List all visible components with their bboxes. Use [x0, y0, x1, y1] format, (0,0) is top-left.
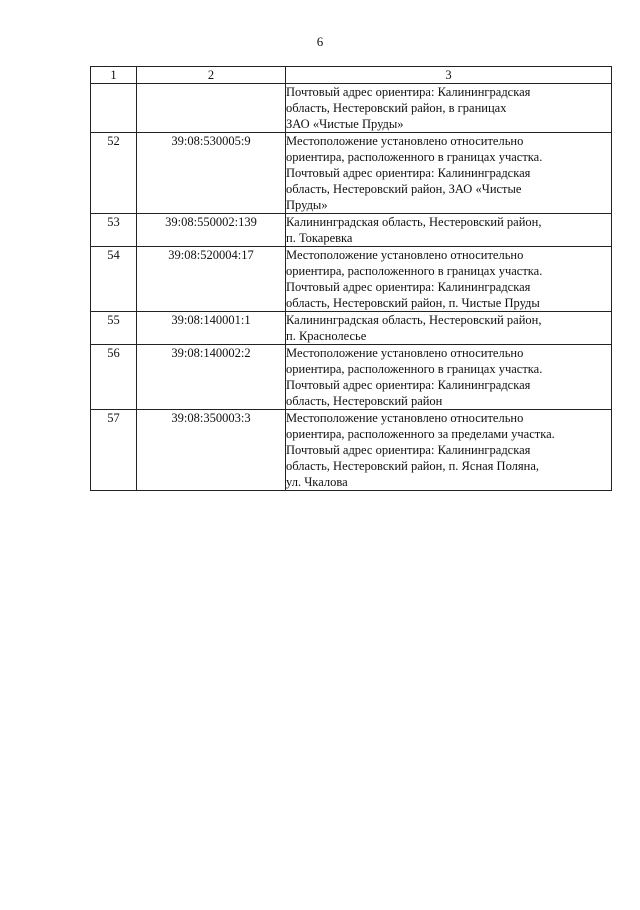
location-description-line: ориентира, расположенного в границах участка.: [286, 150, 543, 164]
location-description-line: область, Нестеровский район, п. Чистые Пруды: [286, 296, 540, 310]
location-description-line: п. Токаревка: [286, 231, 353, 245]
column-header-cadastral: 2: [137, 67, 286, 84]
location-description-line: область, Нестеровский район, в границах: [286, 101, 507, 115]
location-description-line: область, Нестеровский район, ЗАО «Чистые: [286, 182, 522, 196]
location-description-line: область, Нестеровский район, п. Ясная Поляна,: [286, 459, 540, 473]
table-row: [91, 84, 612, 133]
cadastral-number-cell: [137, 84, 286, 133]
cadastral-number-cell: 39:08:140002:2: [137, 345, 286, 410]
location-description-cell: [286, 214, 612, 247]
table-row: [91, 214, 612, 247]
row-number-cell: 56: [91, 345, 137, 410]
location-description-line: Почтовый адрес ориентира: Калининградская: [286, 85, 531, 99]
location-description-line: Местоположение установлено относительно: [286, 248, 524, 262]
row-number-cell: 54: [91, 247, 137, 312]
row-number-cell: [91, 84, 137, 133]
location-description-line: Почтовый адрес ориентира: Калининградская: [286, 166, 531, 180]
location-description-cell: [286, 345, 612, 410]
location-description-cell: [286, 84, 612, 133]
row-number-cell: 53: [91, 214, 137, 247]
cadastral-number-cell: 39:08:520004:17: [137, 247, 286, 312]
location-description-line: ЗАО «Чистые Пруды»: [286, 117, 404, 131]
location-description-line: Калининградская область, Нестеровский район,: [286, 313, 542, 327]
cadastral-number-cell: 39:08:530005:9: [137, 133, 286, 214]
page-number: 6: [316, 34, 324, 49]
location-description-line: ориентира, расположенного в границах участка.: [286, 362, 543, 376]
cadastral-number-cell: 39:08:140001:1: [137, 312, 286, 345]
table-row: [91, 345, 612, 410]
location-description-line: Местоположение установлено относительно: [286, 134, 524, 148]
table-row: [91, 312, 612, 345]
row-number-cell: 57: [91, 410, 137, 491]
location-description-line: Пруды»: [286, 198, 328, 212]
column-header-number: 1: [91, 67, 137, 84]
cadastral-number-cell: 39:08:350003:3: [137, 410, 286, 491]
location-description-line: Местоположение установлено относительно: [286, 346, 524, 360]
table-row: [91, 133, 612, 214]
table-row: [91, 247, 612, 312]
location-description-line: ул. Чкалова: [286, 475, 348, 489]
row-number-cell: 52: [91, 133, 137, 214]
cadastral-number-cell: 39:08:550002:139: [137, 214, 286, 247]
location-description-line: Калининградская область, Нестеровский район,: [286, 215, 542, 229]
location-description-cell: [286, 410, 612, 491]
column-header-address: 3: [286, 67, 612, 84]
location-description-line: Местоположение установлено относительно: [286, 411, 524, 425]
table-header-row: [91, 67, 612, 84]
location-description-cell: [286, 247, 612, 312]
location-description-line: ориентира, расположенного за пределами участка.: [286, 427, 555, 441]
location-description-line: область, Нестеровский район: [286, 394, 443, 408]
table-body: [91, 67, 612, 491]
location-description-line: Почтовый адрес ориентира: Калининградская: [286, 443, 531, 457]
location-description-line: Почтовый адрес ориентира: Калининградская: [286, 378, 531, 392]
land-plot-table: [90, 66, 612, 491]
location-description-cell: [286, 133, 612, 214]
location-description-line: ориентира, расположенного в границах участка.: [286, 264, 543, 278]
location-description-cell: [286, 312, 612, 345]
table-row: [91, 410, 612, 491]
location-description-line: Почтовый адрес ориентира: Калининградская: [286, 280, 531, 294]
row-number-cell: 55: [91, 312, 137, 345]
location-description-line: п. Краснолесье: [286, 329, 367, 343]
